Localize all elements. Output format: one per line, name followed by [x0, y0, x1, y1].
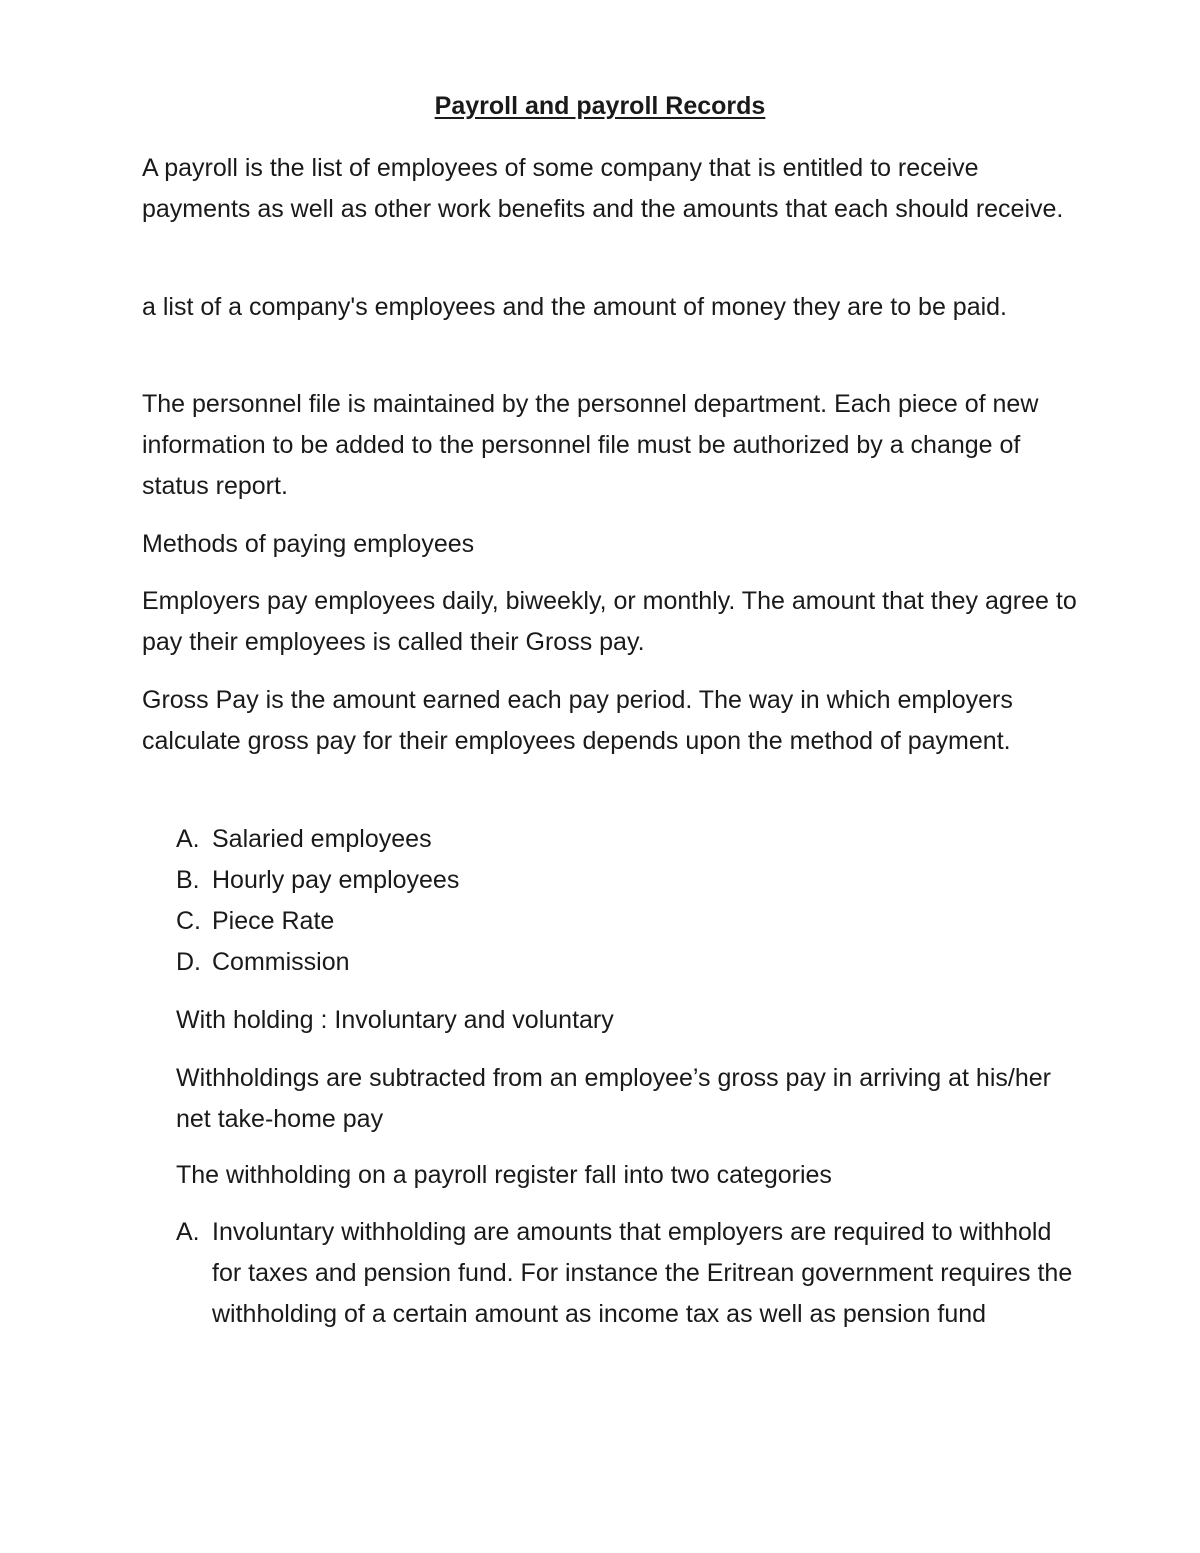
- list-item: [176, 819, 1076, 860]
- list-item-text: Salaried employees: [212, 825, 432, 853]
- list-item-text: Hourly pay employees: [212, 866, 460, 894]
- paragraph-payroll-list: a list of a company's employees and the amount of money they are to be paid.: [142, 293, 1008, 321]
- paragraph-withholding-categories: The withholding on a payroll register fall into two categories: [176, 1161, 832, 1189]
- paragraph-personnel-file: The personnel file is maintained by the personnel department. Each piece of new information to be added to the personnel file must be authorized by a change of status report.: [142, 390, 1039, 500]
- list-item-marker: D.: [176, 948, 201, 976]
- list-item-text: Piece Rate: [212, 907, 335, 935]
- paragraph-methods-heading: Methods of paying employees: [142, 530, 475, 558]
- paragraph-employers-pay: Employers pay employees daily, biweekly, or monthly. The amount that they agree to pay their employees is called their Gross pay.: [142, 587, 1077, 656]
- list-item: [176, 1212, 1076, 1335]
- paragraph-payroll-definition: A payroll is the list of employees of some company that is entitled to receive payments as well as other work benefits and the amounts that each should receive.: [142, 154, 1064, 223]
- list-item: [176, 942, 1076, 983]
- document-title: Payroll and payroll Records: [434, 92, 766, 120]
- list-item-marker: C.: [176, 907, 201, 935]
- list-item: [176, 901, 1076, 942]
- withholding-categories-list: [176, 1212, 1076, 1335]
- paragraph-gross-pay: Gross Pay is the amount earned each pay period. The way in which employers calculate gross pay for their employees depends upon the method of payment.: [142, 686, 1013, 755]
- list-item-text: Commission: [212, 948, 350, 976]
- list-item-marker: B.: [176, 866, 200, 894]
- list-item-marker: A.: [176, 825, 200, 853]
- list-item-text: Involuntary withholding are amounts that employers are required to withhold for taxes and pension fund. For instance the Eritrean government requires the withholding of a certain amount as income tax as well as pension fund: [212, 1218, 1073, 1328]
- paragraph-withholding-types: With holding : Involuntary and voluntary: [176, 1006, 614, 1034]
- list-item-marker: A.: [176, 1218, 200, 1246]
- paragraph-withholdings-subtracted: Withholdings are subtracted from an employee’s gross pay in arriving at his/her net take-home pay: [176, 1064, 1051, 1133]
- list-item: [176, 860, 1076, 901]
- payment-methods-list: [176, 819, 1076, 983]
